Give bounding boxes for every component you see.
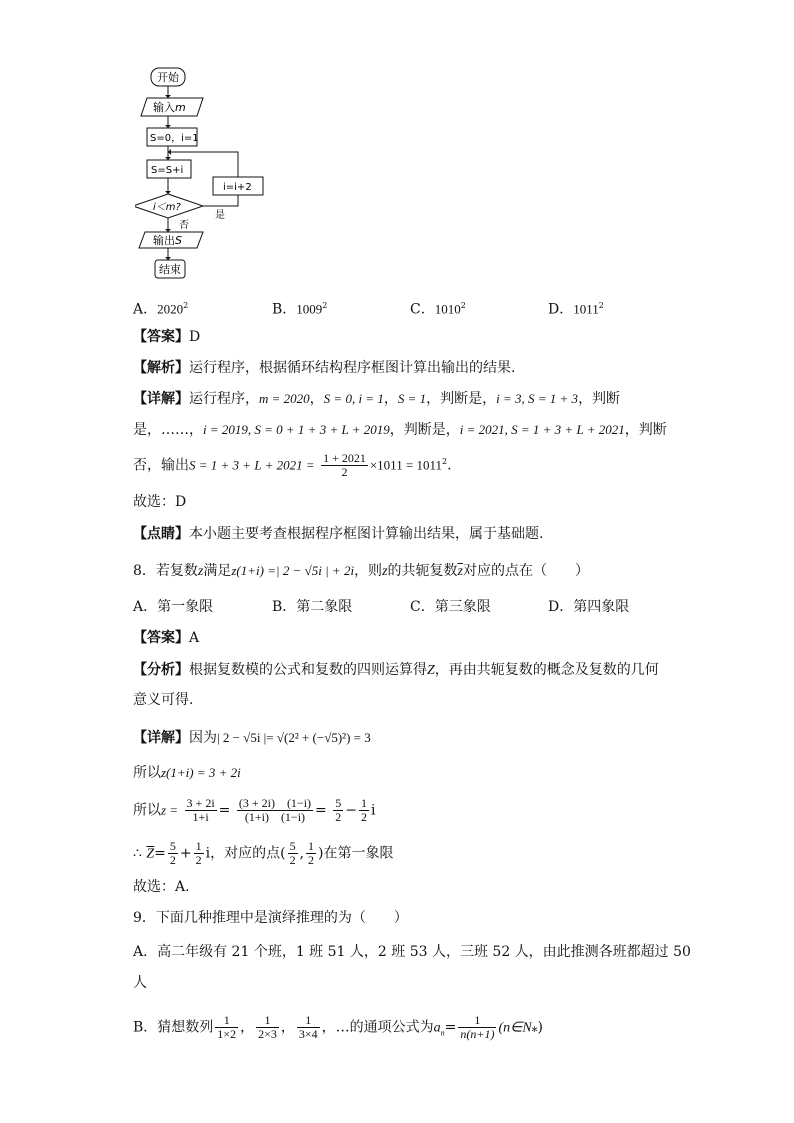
q8-analysis-1: 【分析】根据复数模的公式和复数的四则运算得Z，再由共轭复数的概念及复数的几何	[133, 662, 659, 678]
q7-detail-3: 否，输出S = 1 + 3 + L + 2021 = $\frac{1 + 2021}{2}$ $\times 1011 = 1011^2$.	[133, 451, 452, 480]
q8-detail-1: 【详解】因为| 2 − √5i |= √(2² + (−√5)²) = 3	[133, 730, 371, 746]
q9-option-a-1: A．高二年级有 21 个班，1 班 51 人，2 班 53 人，三班 52 人，由此推测各班都超过 50	[133, 944, 691, 960]
end-label: 结束	[159, 263, 181, 276]
q7-point: 【点睛】本小题主要考查根据程序框图计算输出结果，属于基础题.	[133, 526, 544, 542]
init-label: S=0，i=1	[150, 133, 199, 144]
q7-analysis: 【解析】运行程序，根据循环结构程序框图计算出输出的结果.	[133, 360, 516, 376]
flowchart	[135, 62, 275, 284]
sum-label: S=S+i	[151, 165, 184, 176]
q7-answer: 【答案】D	[133, 329, 201, 345]
q8-detail-2: 所以z(1+i) = 3 + 2i	[133, 765, 241, 781]
q7-detail-1: 【详解】运行程序，m = 2020，S = 0, i = 1，S = 1，判断是，i = 3, S = 1 + 3，判断	[133, 391, 621, 407]
q9-stem: 9．下面几种推理中是演绎推理的为（ ）	[133, 910, 408, 926]
yes-label: 是	[215, 210, 225, 221]
increment-label: i=i+2	[223, 182, 252, 193]
svg-text:输入m: 输入m	[153, 101, 186, 114]
q9-option-b: B．猜想数列 $\frac{1}{1\times 2}$ ， $\frac{1}{2\times 3}$ ， $\frac{1}{3\times 4}$ ，…的通项公式为$a_n=$ $\frac{1}{n(n+1)}$ $(n\in N_*)$	[133, 1013, 543, 1041]
q8-detail-3: 所以z = $\frac{3 + 2i}{1+i}$ = $\frac{(3 + 2i) (1-i)}{(1+i) (1-i)}$ = $\frac{5}{2}$ − $\frac{1}{2}$ i	[133, 796, 376, 824]
svg-text:输出S: 输出S	[153, 234, 182, 247]
q8-detail-4: ∴ $\overline{Z}=$ $\frac{5}{2}$ + $\frac{1}{2}$ i，对应的点( $\frac{5}{2}$ , $\frac{1}{2}$ )在第一象限	[133, 839, 394, 867]
q9-option-a-2: 人	[133, 975, 147, 991]
condition-label: i＜m?	[153, 202, 181, 213]
q8-analysis-2: 意义可得.	[133, 692, 194, 708]
q8-stem: 8．若复数z满足z(1+i) =| 2 − √5i | + 2i，则z的共轭复数$\overline{z}$对应的点在（ ）	[133, 563, 589, 579]
q8-choose: 故选：A.	[133, 879, 190, 895]
no-label: 否	[179, 220, 189, 231]
q7-choose: 故选：D	[133, 494, 187, 510]
start-label: 开始	[157, 71, 179, 84]
q8-answer: 【答案】A	[133, 630, 200, 646]
q7-detail-2: 是，……，i = 2019, S = 0 + 1 + 3 + L + 2019，判断是，i = 2021, S = 1 + 3 + L + 2021，判断	[133, 422, 667, 438]
